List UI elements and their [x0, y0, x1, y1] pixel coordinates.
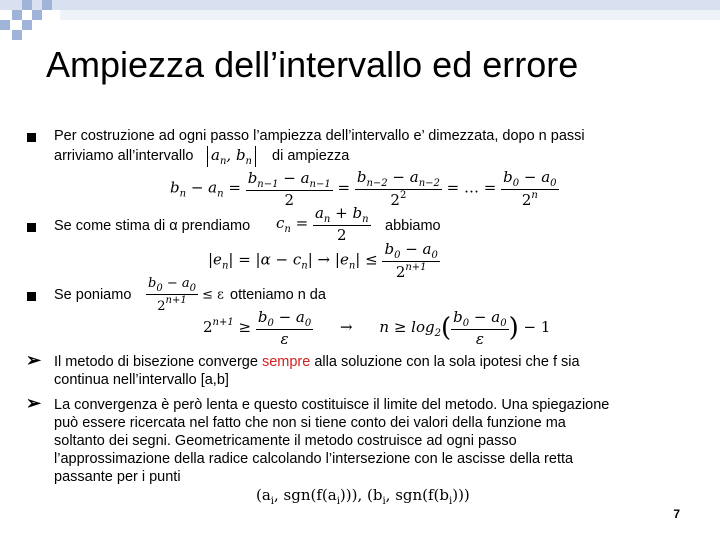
arrow-item-1-line-2: continua nell’intervallo [a,b] [54, 372, 229, 388]
formula-cn: $c_n$ = $\frac{a_n + b_n}{2}$ [276, 204, 369, 244]
formula-steps: $2^{n+1}$ ≥ $\frac{b_0 - a_0}{\varepsilon}$ → $n \ge \log_2$( $\frac{b_0 - a_0}{\varepsilon}$ ) − 1 [203, 308, 551, 348]
fraction-0: $\frac{b_0 - a_0}{2^n}$ [503, 168, 557, 209]
bullet-square-icon [27, 223, 36, 232]
slide-title: Ampiezza dell’intervallo ed errore [46, 44, 579, 85]
bullet-1-line-2b: di ampiezza [272, 148, 350, 164]
fraction-n-1: $\frac{b_{n-1} - a_{n-1}}{2}$ [247, 168, 331, 209]
arrow-item-1-line-1: Il metodo di bisezione converge sempre alla soluzione con la sola ipotesi che f sia [54, 354, 580, 370]
page-number: 7 [673, 507, 680, 521]
implies-arrow: → [317, 250, 331, 269]
header-decoration [0, 0, 720, 50]
formula-error-bound: $|e_n| = |\alpha - c_n| \to |e_n|$ ≤ $\frac{b_0 - a_0}{2^{n+1}}$ [208, 240, 438, 281]
formula-points: ($a_i$, $sgn(f(a_i))$), ($b_i$, $sgn(f(b_i))$) [256, 486, 470, 507]
arrow-item-2-line-2: può essere ricercata nel fatto che non si tiene conto dei valori della funzione ma [54, 415, 566, 431]
fraction-midpoint: $\frac{a_n + b_n}{2}$ [314, 204, 369, 244]
arrow-bullet-icon: ➢ [26, 350, 42, 370]
interval-a: a [211, 146, 220, 164]
interval-an-bn: $a_n$, $b_n$ [207, 146, 256, 167]
bullet-square-icon [27, 133, 36, 142]
fraction-n-2: $\frac{b_{n-2} - a_{n-2}}{2^2}$ [356, 168, 440, 209]
bullet-3-text-b: otteniamo n da [230, 287, 326, 303]
bullet-2-text-b: abbiamo [385, 218, 441, 234]
arrow-item-2-line-5: passante per i punti [54, 469, 181, 485]
arrow-bullet-icon: ➢ [26, 393, 42, 413]
arrow-item-2-line-1: La convergenza è però lenta e questo costituisce il limite del metodo. Una spiegazione [54, 397, 610, 413]
bullet-2-text-a: Se come stima di α prendiamo [54, 218, 251, 234]
arrow-item-2-line-4: l’approssimazione della radice calcolando l’intersezione con le ascisse della retta [54, 451, 574, 467]
implies-arrow: → [340, 318, 353, 336]
bullet-1-line-1: Per costruzione ad ogni passo l’ampiezza dell’intervallo e’ dimezzata, dopo n passi [54, 128, 585, 144]
arrow-item-2-line-3: soltanto dei segni. Geometricamente il metodo costruisce ad ogni passo [54, 433, 517, 449]
bullet-1-line-2a: arriviamo all’intervallo [54, 148, 194, 164]
fraction-error: $\frac{b_0 - a_0}{2^{n+1}}$ [384, 240, 438, 281]
formula-interval-width: $b_n - a_n$ = $\frac{b_{n-1} - a_{n-1}}{2}$ = $\frac{b_{n-2} - a_{n-2}}{2^2}$ = … = $\frac{b_0 - a_0}{2^n}$ [170, 168, 557, 209]
bullet-square-icon [27, 292, 36, 301]
bullet-3-text-a: Se poniamo [54, 287, 132, 303]
formula-tolerance: $\frac{b_0 - a_0}{2^{n+1}}$ ≤ ε [148, 276, 224, 314]
emphasis-sempre: sempre [261, 354, 311, 370]
